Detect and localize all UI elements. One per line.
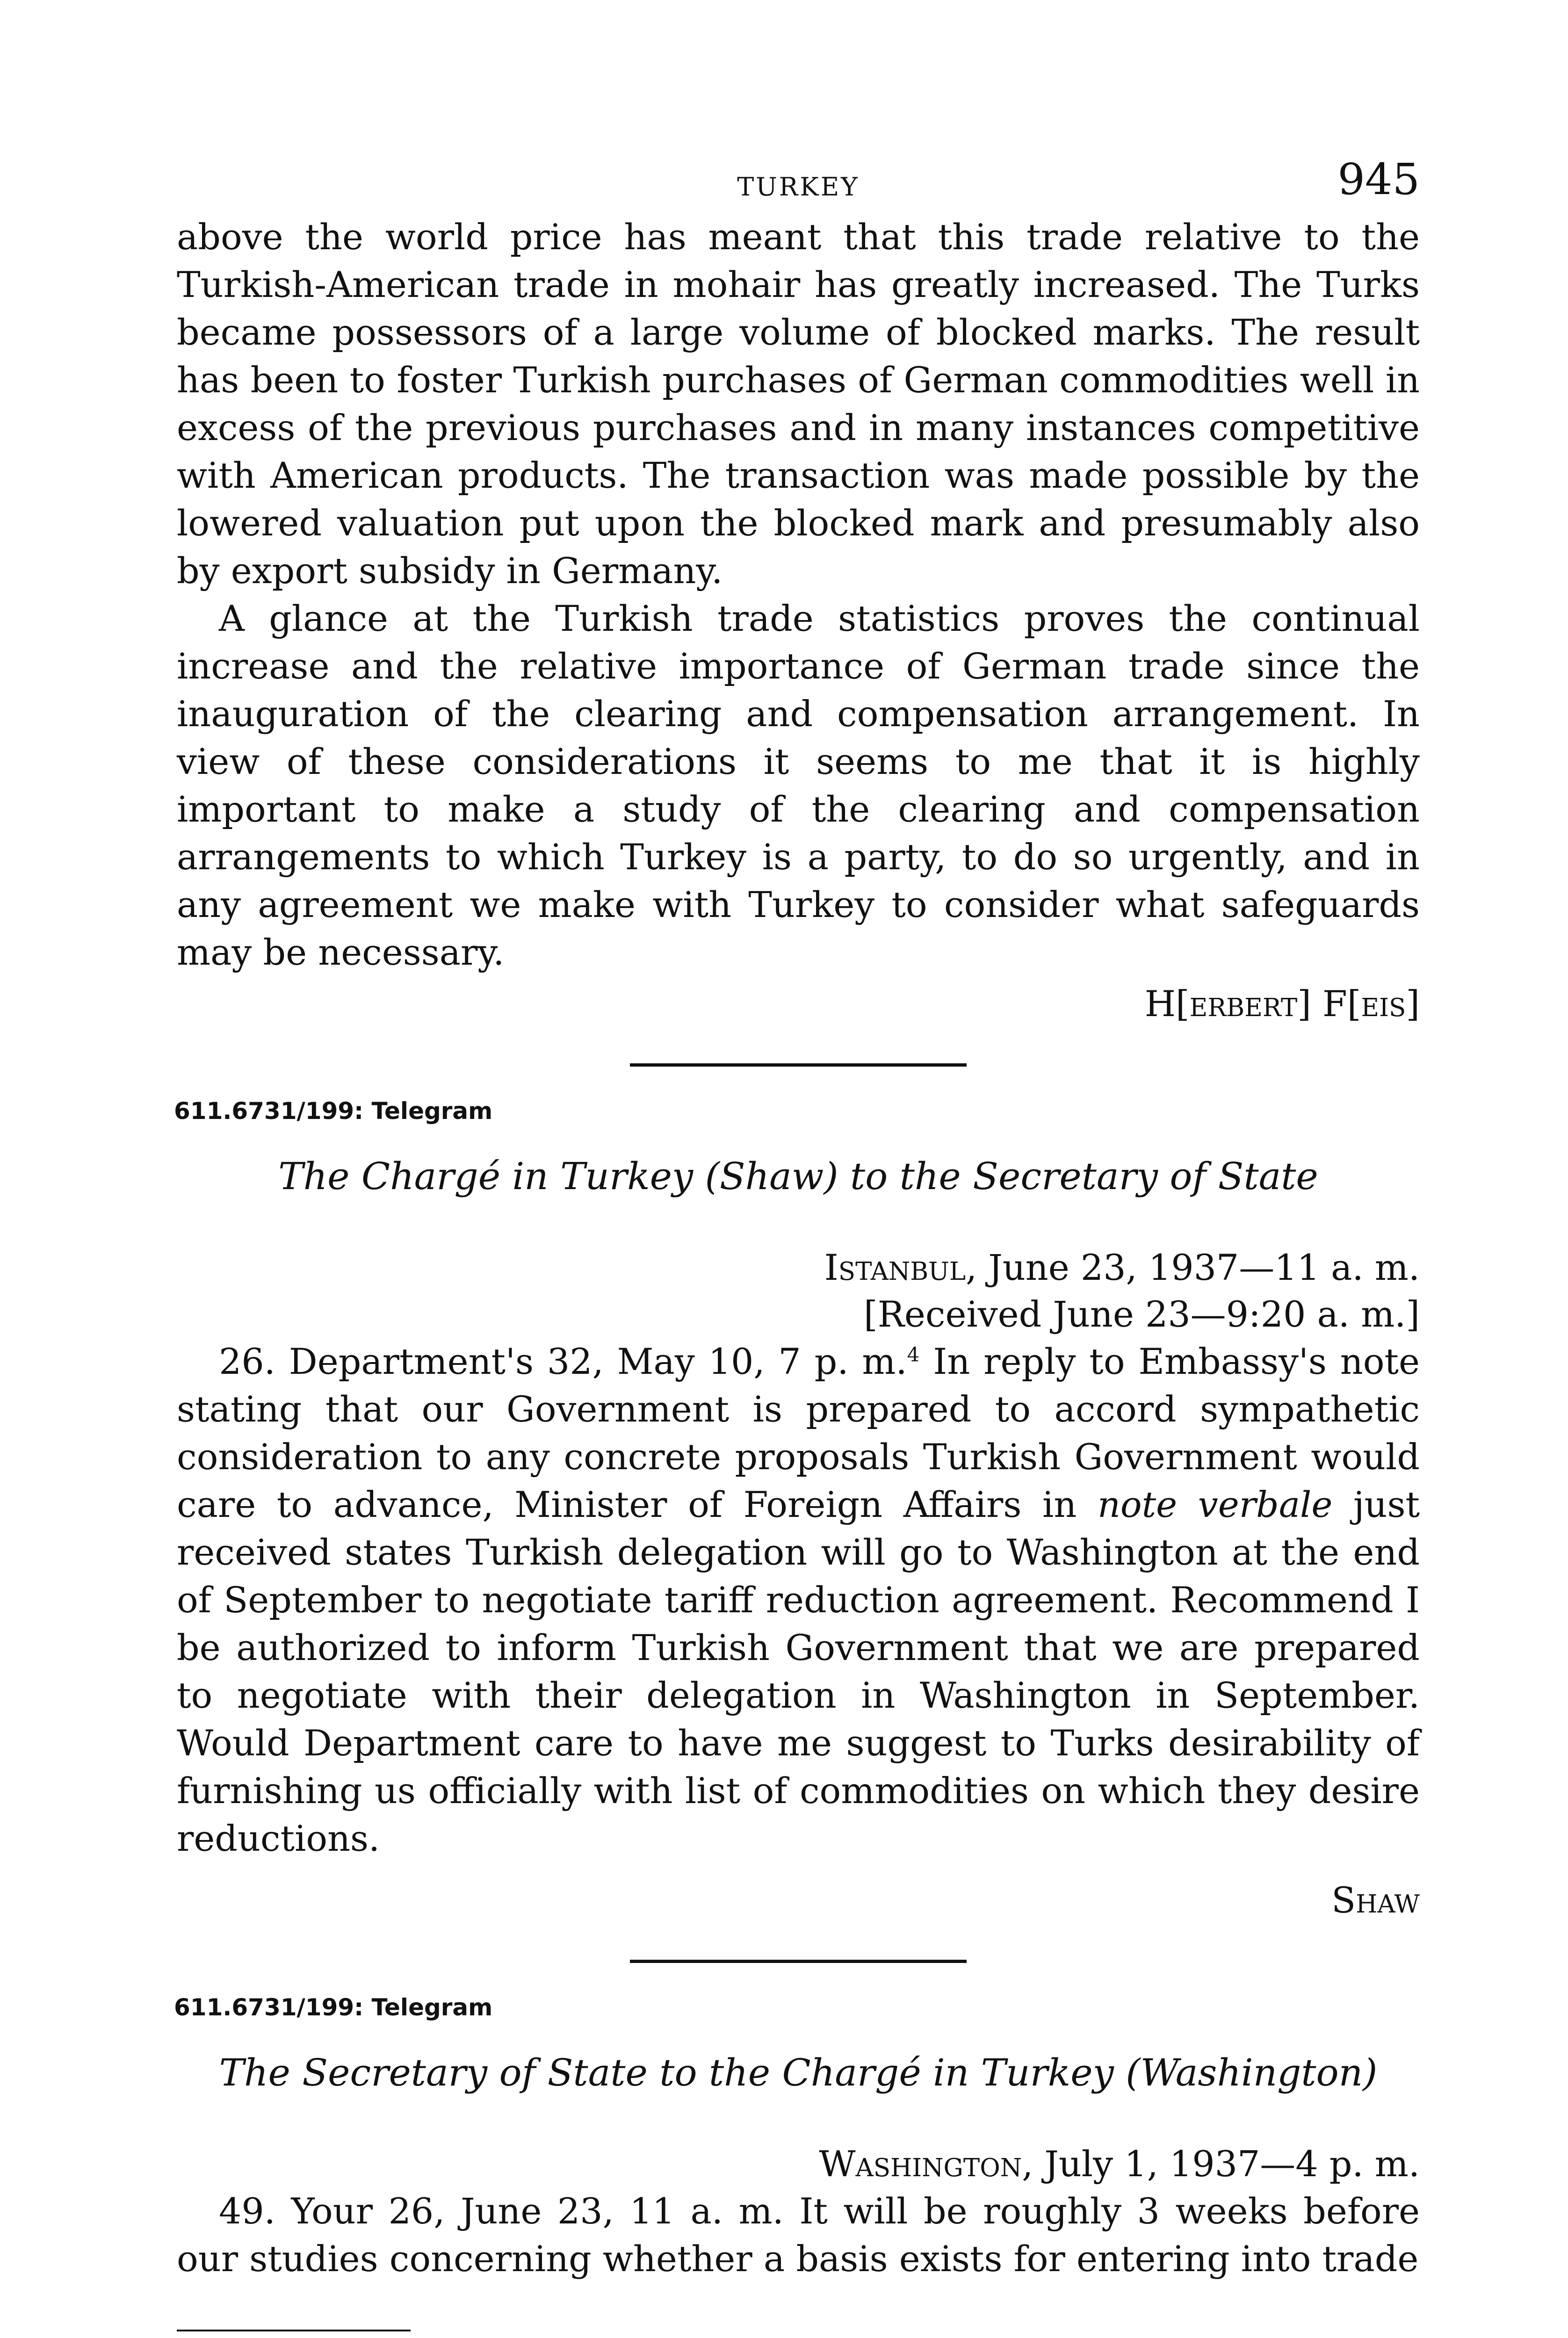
document-heading: The Secretary of State to the Chargé in Turkey (Washington) bbox=[219, 2051, 1378, 2094]
body-paragraph: A glance at the Turkish trade statistics proves the continual increase and the relative importance of German trade since the inauguration of the clearing and compensation arrangement. In view of these considerations it seems to me that it is highly important to make a study of the clearing and compensation arrangements to which Turkey is a party, to do so urgently, and in any agreement we make with Turkey to consider what safeguards may be necessary. bbox=[177, 598, 1420, 973]
dateline: Istanbul, June 23, 1937—11 a. m. bbox=[824, 1247, 1420, 1288]
file-reference: 611.6731/199: Telegram bbox=[174, 1097, 493, 1125]
signature-shaw: Shaw bbox=[1331, 1879, 1420, 1921]
dateline: Washington, July 1, 1937—4 p. m. bbox=[819, 2143, 1420, 2185]
signature-feis: H[erbert] F[eis] bbox=[1144, 983, 1420, 1025]
document-page bbox=[174, 154, 1420, 2338]
page-number: 945 bbox=[1337, 154, 1420, 204]
telegram-text: 49. Your 26, June 23, 11 a. m. It will be roughly 3 weeks before our studies concerning whether a basis exists for entering into trade bbox=[177, 2190, 1420, 2280]
running-header bbox=[177, 154, 1420, 210]
body-paragraph: above the world price has meant that this trade relative to the Turkish-American trade in mohair has greatly increased. The Turks became possessors of a large volume of blocked marks. The result has been to foster Turkish purchases of German commodities well in excess of the previous purchases and in many instances competitive with American products. The transaction was made possible by the lowered valuation put upon the blocked mark and presumably also by export subsidy in Germany. bbox=[177, 216, 1420, 592]
running-title: TURKEY bbox=[737, 172, 860, 202]
section-divider bbox=[630, 1960, 967, 1963]
section-divider bbox=[630, 1063, 967, 1067]
footnote-marker: 4 bbox=[907, 1343, 920, 1366]
telegram-text: 26. Department's 32, May 10, 7 p. m.$^4$ In reply to Embassy's note stating that our Government is prepared to accord sympathetic consideration to any concrete proposals Turkish Government would care to advance, Minister of Foreign Affairs in note verbale just received states Turkish delegation will go to Washington at the end of September to negotiate tariff reduction agreement. Recommend I be authorized to inform Turkish Government that we are prepared to negotiate with their delegation in Washington in September. Would Department care to have me suggest to Turks desirability of furnishing us officially with list of commodities on which they desire reductions. bbox=[177, 1341, 1420, 1859]
document-heading: The Chargé in Turkey (Shaw) to the Secretary of State bbox=[278, 1155, 1318, 1198]
footnote-divider bbox=[177, 2330, 411, 2331]
received-line: [Received June 23—9:20 a. m.] bbox=[864, 1293, 1420, 1335]
file-reference: 611.6731/199: Telegram bbox=[174, 1994, 493, 2021]
